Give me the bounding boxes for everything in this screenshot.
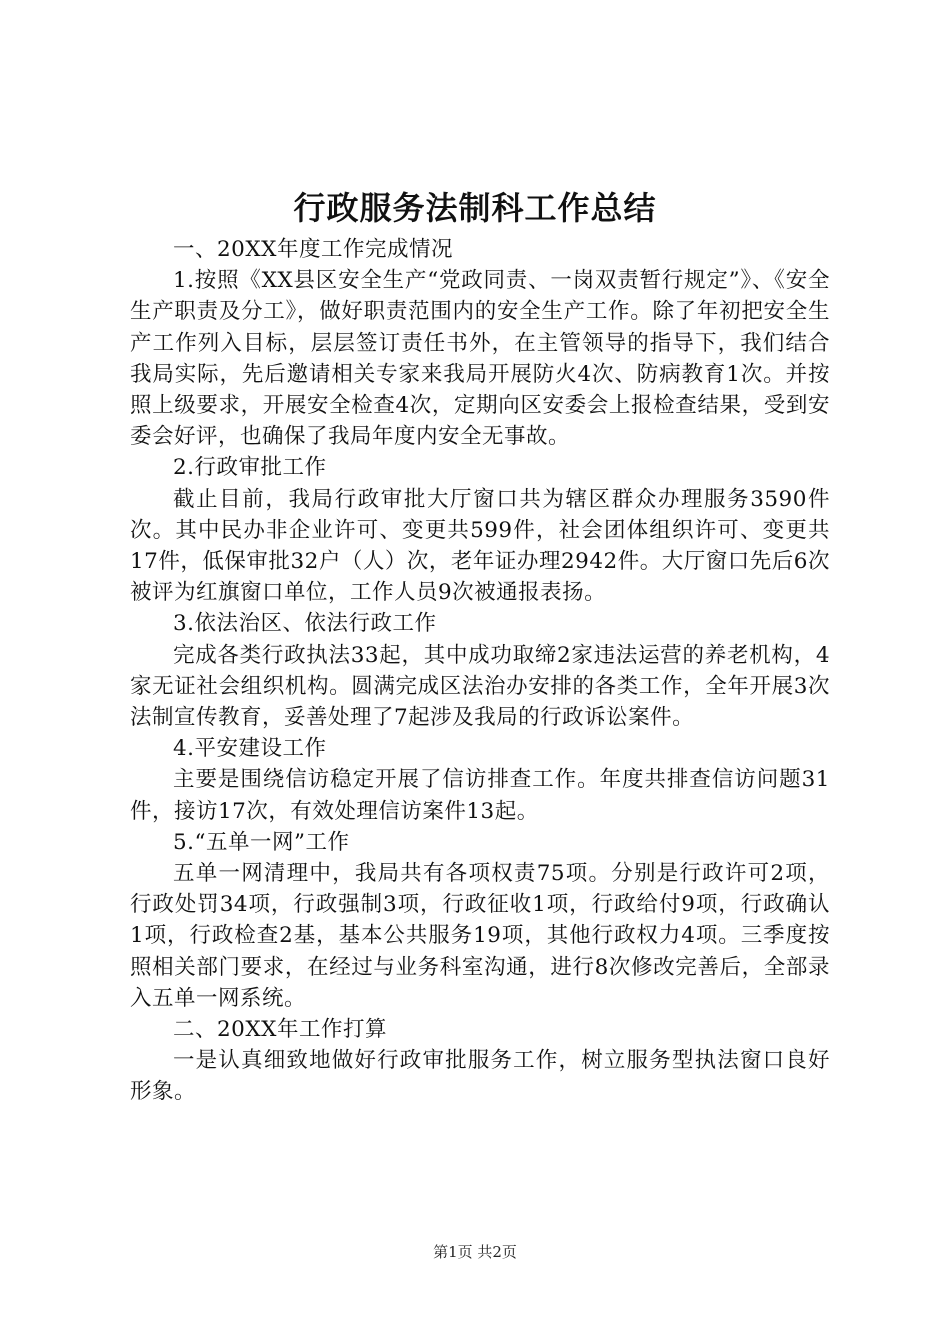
subheading-safety-building: 4.平安建设工作 (173, 736, 327, 762)
paragraph-plan-1: 一是认真细致地做好行政审批服务工作，树立服务型执法窗口良好形象。 (130, 1048, 830, 1105)
page-indicator: 第1页 共2页 (433, 1243, 517, 1261)
subheading-rule-of-law: 3.依法治区、依法行政工作 (173, 611, 437, 637)
paragraph-safety-building: 主要是围绕信访稳定开展了信访排查工作。年度共排查信访问题31件，接访17次，有效处理信访案件13起。 (130, 767, 830, 824)
paragraph-rule-of-law: 完成各类行政执法33起，其中成功取缔2家违法运营的养老机构，4家无证社会组织机构。圆满完成区法治办安排的各类工作，全年开展3次法制宣传教育，妥善处理了7起涉及我局的行政诉讼案件。 (130, 642, 830, 731)
paragraph-safety: 1.按照《XX县区安全生产“党政同责、一岗双责暂行规定”》、《安全生产职责及分工》，做好职责范围内的安全生产工作。除了年初把安全生产工作列入目标，层层签订责任书外，在主管领导的指导下，我们结合我局实际，先后邀请相关专家来我局开展防火4次、防病教育1次。并按照上级要求，开展安全检查4次，定期向区安委会上报检查结果，受到安委会好评，也确保了我局年度内安全无事故。 (130, 268, 830, 450)
subheading-approval: 2.行政审批工作 (173, 455, 327, 481)
document-title: 行政服务法制科工作总结 (293, 189, 657, 227)
section-heading-2: 二、20XX年工作打算 (173, 1017, 387, 1043)
section-heading-1: 一、20XX年度工作完成情况 (173, 237, 453, 262)
paragraph-five-lists: 五单一网清理中，我局共有各项权责75项。分别是行政许可2项，行政处罚34项，行政强制3项，行政征收1项，行政给付9项，行政确认1项，行政检查2基，基本公共服务19项，其他行政权力4项。三季度按照相关部门要求，在经过与业务科室沟通，进行8次修改完善后，全部录入五单一网系统。 (130, 861, 830, 1011)
subheading-five-lists: 5.“五单一网”工作 (173, 829, 350, 855)
paragraph-approval: 截止目前，我局行政审批大厅窗口共为辖区群众办理服务3590件次。其中民办非企业许可、变更共599件，社会团体组织许可、变更共17件，低保审批32户（人）次，老年证办理2942件。大厅窗口先后6次被评为红旗窗口单位，工作人员9次被通报表扬。 (130, 486, 830, 606)
document-body (130, 234, 830, 1108)
